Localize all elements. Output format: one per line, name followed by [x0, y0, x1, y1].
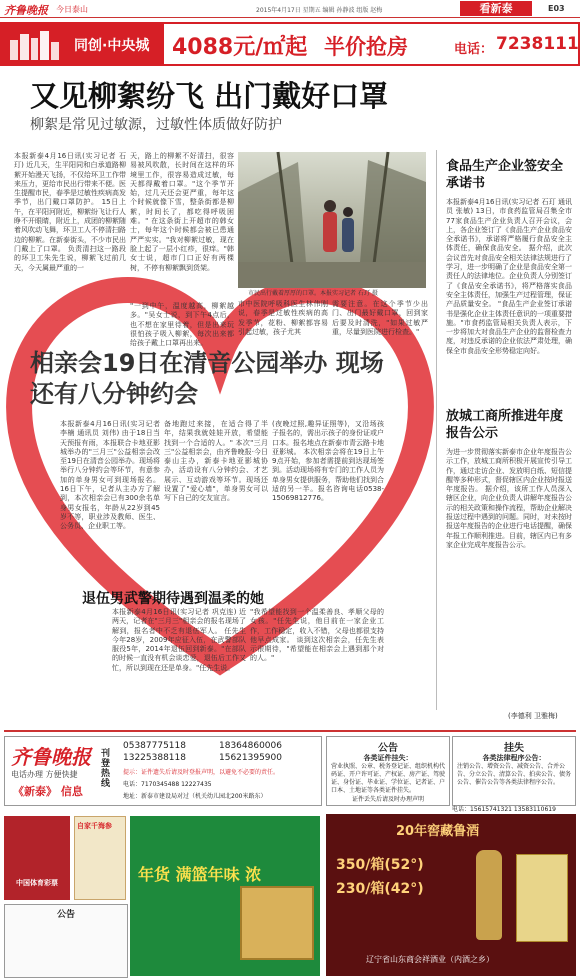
small-ad-2-title: 自家千海参 [77, 822, 112, 830]
small-ad-3[interactable] [130, 816, 320, 976]
wine-box-image [516, 854, 568, 942]
notice-title: 公告 [378, 743, 398, 754]
dating-col-2: 备地跑过来接，在适合得了半年，结果我就娃娃开放，希望能找到一个合适的人。" 本次"三月三"公益相亲会，由齐鲁晚报·今日泰山主办，新泰卡地亚影城协办，活动设有八分钟约会、才艺展示、互动游戏等环节。现场还设置了"爱心墙"，单身男女可以写下自己的交友宣言。 [164, 420, 268, 503]
ads-divider [4, 730, 576, 732]
classified-ad[interactable] [4, 736, 322, 806]
veteran-col-1: 本报新泰4月16日讯(实习记者 巩克连) 近两天，记者在"三月三"相亲会的报名现场了解到，报名者中不乏有退伍军人。 任先生今年28岁，2009年应征入伍，在武警部队服役5年，2014年退伍回到新泰。"在部队的时候一直没有机会谈恋爱，退伍后工作又忙，所以到现在还是单身。"任先生说。 [112, 608, 246, 672]
gift-box-image [240, 886, 314, 960]
small-ad-4-title: 20年窖藏鲁酒 [396, 824, 480, 839]
guashi-subtitle: 各类法律程序公告： [482, 754, 546, 762]
classified-phone-1[interactable]: 05387775118 [123, 741, 186, 751]
notice-body: 营业执照、公章、税务登记证、组织机构代码证、开户许可证、产权证、房产证、驾驶证、身份证、毕业证、学位证、记者证、户口本、土地证等各类证件挂失。 [331, 763, 446, 794]
lead-col-3-bottom: "一到中午，温度越高，柳絮越多。"吴女士说，到下午4点后，也不想在家里待着，但是出来玩很怕孩子吸入柳絮，每次出来都给孩子戴上口罩再出来。 [130, 302, 234, 348]
veteran-headline: 退伍男武警期待遇到温柔的她 [82, 591, 264, 607]
lead-photo-caption: 市民出行戴着厚厚的口罩。本报实习记者 石玎 摄 [248, 290, 378, 297]
small-ad-5-title: 公告 [56, 910, 75, 920]
guashi-title: 挂失 [504, 743, 524, 754]
side2-byline: (李德利 卫雅梅) [508, 712, 558, 720]
lead-headline: 又见柳絮纷飞 出门戴好口罩 [30, 79, 389, 113]
top-ad-brand: 同创·中央城 [74, 38, 150, 54]
notice-box [326, 736, 450, 806]
section-label: 看新泰 [460, 1, 532, 16]
side2-headline: 放城工商所推进年度报告公示 [446, 409, 564, 441]
side1-headline: 食品生产企业签安全承诺书 [446, 159, 564, 191]
side2-body: 为进一步贯彻落实新泰市企业年度报告公示工作，放城工商所积极开展宣传引导工作，通过走访企业、发放明白纸、短信提醒等多种形式，督促辖区内企业按时报送年度报告。 据介绍，该所工作人员深入辖区企业，向企业负责人讲解年度报告公示的相关政策和操作流程，帮助企业解决报送过程中遇到的问题。同时，对未按时报送年度报告的企业进行电话提醒，确保年报工作顺利推进。目前，辖区内已有多家企业完成年度报告公示。 [446, 448, 572, 549]
classified-phone-4[interactable]: 15621395900 [219, 753, 282, 763]
top-ad-brand-block [2, 24, 164, 64]
skyline-icon [8, 28, 68, 60]
dating-headline: 相亲会19日在清音公园举办 现场还有八分钟约会 [30, 349, 384, 408]
small-ad-4[interactable] [326, 814, 576, 976]
paper-name-logo: 齐鲁晚报 [4, 4, 48, 17]
classified-phone-2[interactable]: 18364860006 [219, 741, 282, 751]
small-ad-2[interactable] [74, 816, 126, 900]
small-ad-4-price-1: 350/箱(52°) [336, 857, 424, 873]
lead-subhead: 柳絮是常见过敏源，过敏性体质做好防护 [30, 117, 282, 133]
lead-col-1: 本报新泰4月16日讯(实习记者 石玎) 近几天，生平阳同和白承道路柳絮开始漫天飞扬，不仅给环卫工作带来压力，更给市民出行带来不便。医生提醒市民，春季是过敏性疾病高发季节，出门戴口罩防护。 15日上午，在平阳河附近，柳絮纷飞让行人睁不开眼睛，附近上，成团的柳絮随着风吹动飞舞，环卫工人不停清扫路边的柳絮。在新泰街头，不少市民出门戴上了口罩。 负责清扫这一路段的环卫工朱先生说，柳絮飞过前几天，今天属最严重的一 [14, 152, 126, 272]
edition-label: 今日泰山 [56, 5, 88, 14]
classified-phone-3[interactable]: 13225388118 [123, 753, 186, 763]
guashi-body: 注销公告、增资公告、减资公告、合并公告、分立公告、清算公告、拍卖公告、债务公告、催告公告等各类法律程序公告。 [457, 763, 572, 786]
classified-logo: 齐鲁晚报 [11, 745, 91, 769]
masthead [0, 0, 580, 18]
classified-sub-title: 刊登热线 [101, 749, 111, 789]
page-number: E03 [548, 4, 565, 13]
classified-edition: 《新泰》 信息 [13, 785, 83, 798]
small-ad-1-title: 中国体育彩票 [16, 879, 58, 887]
top-ad-price: 4088元/㎡起 [172, 35, 308, 60]
classified-address: 地址：新泰市建设局对过（机关幼儿园北200米路东） [123, 793, 267, 800]
street-scene-image [238, 152, 426, 288]
guashi-box [452, 736, 576, 806]
lead-col-2: 天，路上的柳絮不好清扫，很容易被风吹散，长时间在这样的环境里工作，很容易造成过敏，每天都得戴着口罩。"这个季节开始，过几天还会更严重，每年这个时候就像下雪，整条街都是柳絮，时间长了，都吃得呼吸困难。" 在这条街上开超市的韩女士，每年这个时候都会被已患通严严实实。"我对柳絮过敏，现在脸上起了一层小红疹，很痒。"韩女士说，超市门口正好有两棵树，不停有柳絮飘到货架。 [130, 152, 234, 272]
classified-phone-line: 电话：7170345488 12227435 [123, 781, 212, 788]
dating-col-3: (夜晚过照,趣异证照等)，又沿场孩子报名的，需出示孩子的身份证或户口本。报名地点在新泰市青云路卡地亚影城。 本次相亲会将在19日上午9点开始，参加者需提前到达现场签到。活动现场将有专门的工作人员为单身男女提供服务，帮助他们找到合适的另一半。报名咨询电话0538-15069812776。 [272, 420, 384, 503]
classified-slogan: 电话办理 方便快捷 [11, 770, 78, 779]
small-ad-4-price-2: 230/箱(42°) [336, 881, 424, 897]
top-ad-banner[interactable] [0, 22, 580, 66]
dating-col-1: 本报新泰4月16日讯(实习记者 李楠 通讯员 刘伟) 由于18日当天预报有雨，本报联合卡地亚影城举办的"三月三"公益相亲会改至19日在清音公园举办。现场将举行八分钟约会等环节，有意参加的单身男女可到现场报名。 16日下午，记者从主办方了解到，本次相亲会已有300余名单身男女报名，年龄从22岁到45岁不等，职业涉及教师、医生、公务员、企业职工等。 [60, 420, 160, 531]
small-ad-5[interactable] [4, 904, 128, 978]
wine-bottle-image [476, 850, 502, 940]
notice-footer: 证件丢失后请及时办理声明 [351, 796, 424, 803]
veteran-col-2: "我希望能找到一个温柔善良、孝顺父母的女孩。"任先生说，他目前在一家企业工作，工作稳定，收入不错，父母也都很支持他早点成家。 谈到这次相亲会，任先生表示很期待，"希望能在相亲会上遇到那个对的人。" [250, 608, 384, 663]
lead-col-5: 需要注意。在这个季节少出门、出门最好戴口罩，回到家后要及时清洗，"如果过敏严重，尽量到医院进行检查。" [332, 300, 428, 336]
dateline: 2015年4月17日 星期五 编辑 孙静波 组版 赵梅 [256, 7, 383, 14]
top-ad-tel-label: 电话： [454, 42, 494, 57]
small-ad-1[interactable] [4, 816, 70, 900]
side1-body: 本报新泰4月16日讯(实习记者 石玎 通讯员 张敏) 13日，市食药监管局召集全市77家食品生产企业负责人召开会议，会上，各企业签订了《食品生产企业食品安全承诺书》，承诺将严格履行食品安全主体责任，确保食品安全。 据介绍，此次会议首先对食品安全相关法律法规进行了学习，进一步明确了企业是食品安全第一责任人的法律地位。企业负责人分别签订了《食品安全承诺书》，将严格落实食品安全主体责任，加强生产过程管理，保证产品质量安全。 "食品生产企业签订承诺书是强化企业主体责任意识的一项重要措施。"市食药监管局相关负责人表示，下一步将加大对食品生产企业的监督检查力度，对违反承诺的企业依法严肃处理，确保全市食品安全形势稳定向好。 [446, 198, 572, 355]
lead-col-4: 市中医院呼吸科医生林伟刚说，春季是过敏性疾病的高发季节，花粉、柳絮都容易引起过敏，孩子尤其 [238, 300, 328, 336]
classified-notice: 提示：证件遗失后请及时登报声明，以避免不必要的责任。 [123, 769, 280, 776]
side1-divider [436, 150, 437, 710]
small-ad-4-footer: 辽宁省山东商会祥酒业（内酒之乡） [366, 955, 494, 964]
top-ad-tel: 7238111 [496, 34, 579, 54]
lead-photo [238, 152, 426, 288]
small-ad-3-slogan: 年货 满篮年味 浓 [138, 865, 262, 884]
guashi-phone[interactable]: 电话：15615741321 13583110619 [452, 806, 556, 813]
notice-subtitle: 各类证件挂失： [363, 754, 413, 762]
top-ad-slogan: 半价抢房 [324, 35, 408, 59]
